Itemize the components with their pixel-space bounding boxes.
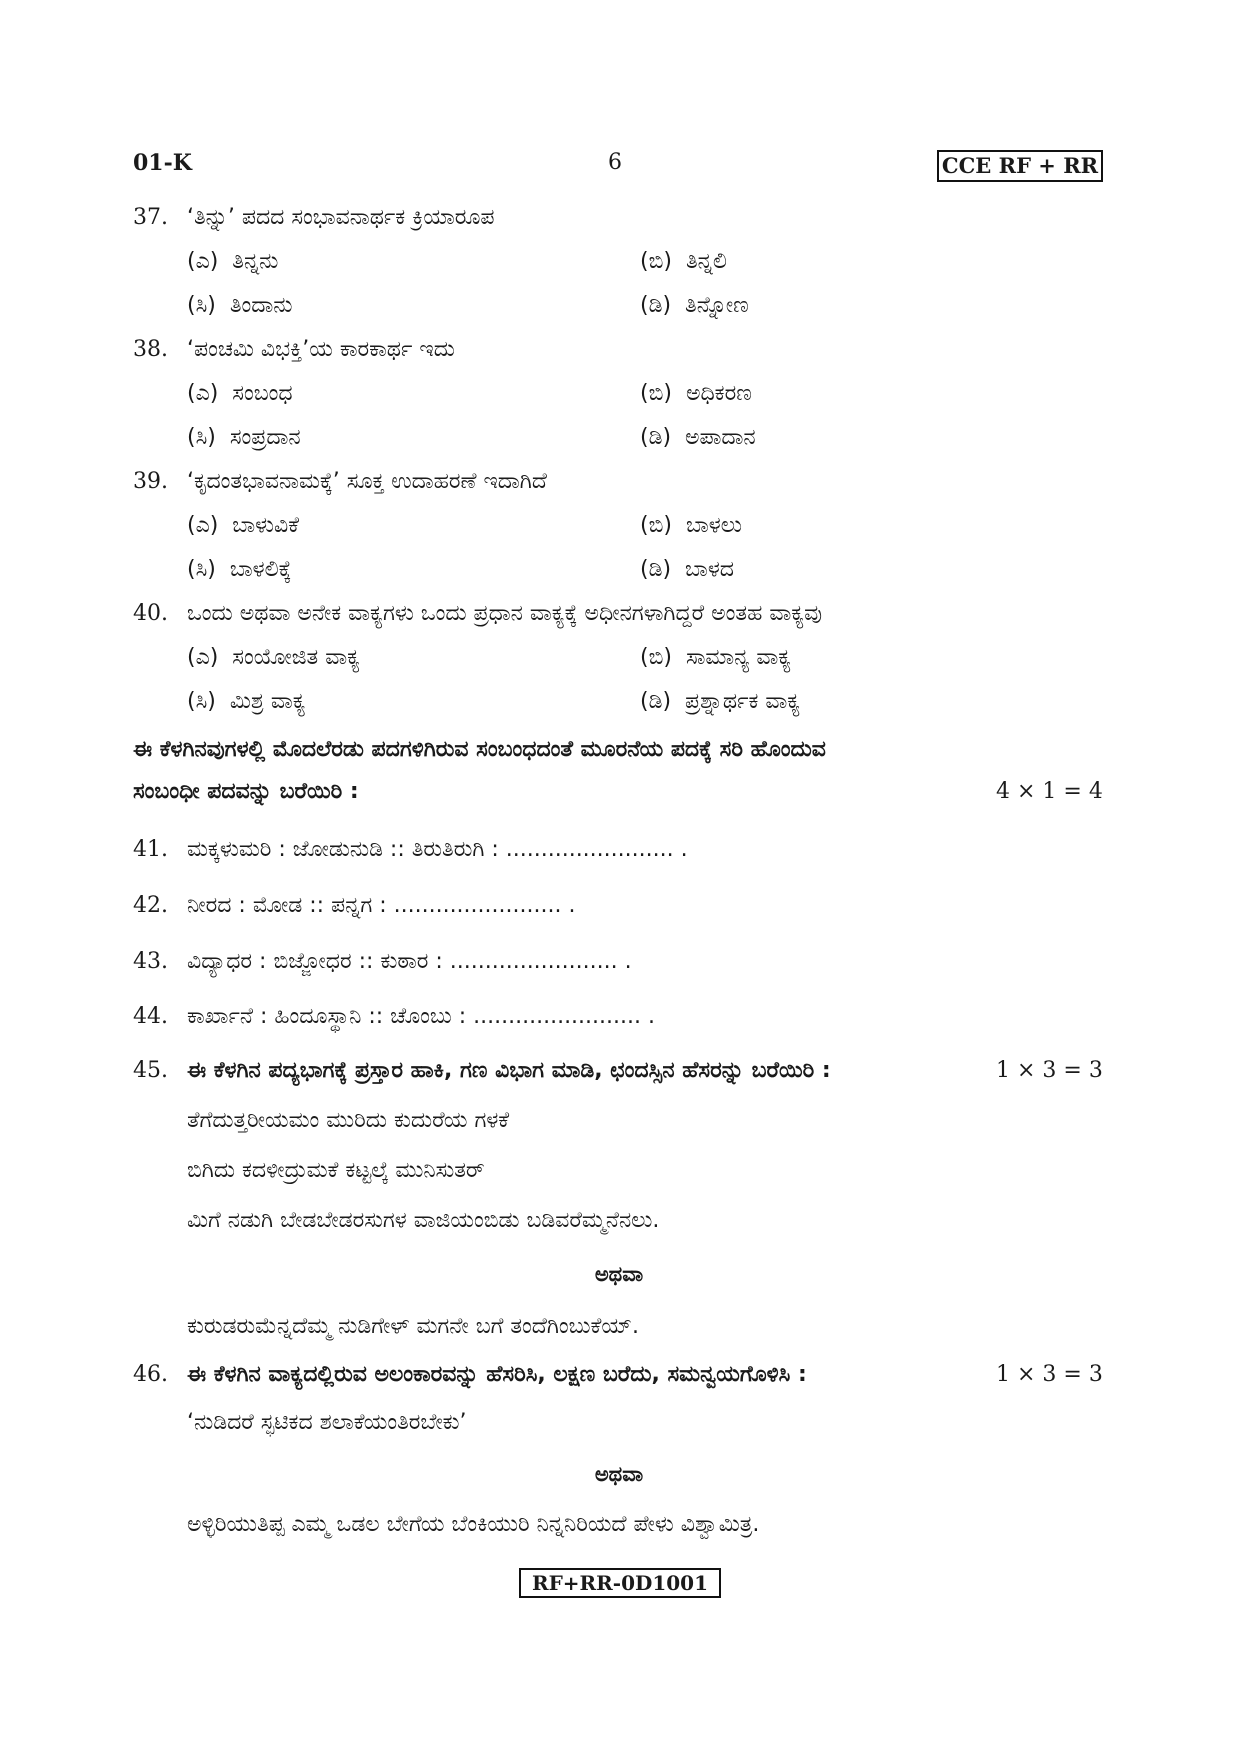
question-text: ಈ ಕೆಳಗಿನ ವಾಕ್ಯದಲ್ಲಿರುವ ಅಲಂಕಾರವನ್ನು ಹೆಸರಿಸಿ, ಲಕ್ಷಣ ಬರೆದು, ಸಮನ್ವಯಗೊಳಿಸಿ : [187,1362,807,1387]
option-text: ತಿನ್ನಲಿ [685,249,727,274]
paper-code: 01-K [133,150,192,176]
option-c [187,425,301,450]
option-key: (ಬಿ) [640,249,672,274]
question-number: 45. [133,1058,168,1083]
analogy-text: ಮಕ್ಕಳುಮರಿ : ಜೋಡುನುಡಿ :: ತಿರುತಿರುಗಿ : ........................ . [187,837,688,862]
option-a [187,381,293,406]
option-key: (ಸಿ) [187,557,216,582]
question-number: 46. [133,1362,168,1387]
question-marks: 1 × 3 = 3 [996,1058,1103,1083]
analogy-text: ವಿದ್ಯಾಧರ : ಬಿಜ್ಜೋಧರ :: ಕುಠಾರ : ........................ . [187,949,632,974]
option-text: ಪ್ರಶ್ನಾರ್ಥಕ ವಾಕ್ಯ [685,689,801,714]
option-key: (ಬಿ) [640,381,672,406]
option-b [640,381,752,406]
question-number: 39. [133,469,168,494]
option-key: (ಡಿ) [640,425,672,450]
option-text: ಸಂಪ್ರದಾನ [229,425,301,450]
option-b [640,645,791,670]
option-key: (ಎ) [187,381,219,406]
option-c [187,293,292,318]
option-text: ಅಪಾದಾನ [685,425,756,450]
question-number: 44. [133,1004,168,1029]
alternate-verse: ಕುರುಡರುಮೆನ್ನದೆಮ್ಮ ನುಡಿಗೇಳ್ ಮಗನೇ ಬಗೆ ತಂದೆಗಿಂಬುಕೆಯ್. [187,1314,640,1339]
option-key: (ಎ) [187,645,219,670]
option-key: (ಸಿ) [187,689,216,714]
option-text: ಸಂಬಂಧ [232,381,293,406]
option-d [640,425,756,450]
option-a [187,249,278,274]
option-text: ಮಿಶ್ರ ವಾಕ್ಯ [229,689,306,714]
question-sentence: ‘ನುಡಿದರೆ ಸ್ಫಟಿಕದ ಶಲಾಕೆಯಂತಿರಬೇಕು’ [187,1410,467,1435]
question-number: 42. [133,893,168,918]
option-text: ಸಂಯೋಜಿತ ವಾಕ್ಯ [232,645,361,670]
page-number: 6 [608,150,622,175]
question-number: 37. [133,205,168,230]
option-key: (ಡಿ) [640,293,672,318]
option-text: ಅಧಿಕರಣ [685,381,752,406]
option-d [640,689,800,714]
section-marks: 4 × 1 = 4 [996,779,1103,804]
option-text: ತಿನ್ನನು [232,249,279,274]
option-key: (ಬಿ) [640,645,672,670]
or-label: ಅಥವಾ [594,1262,644,1286]
analogy-text: ಕಾರ್ಖಾನೆ : ಹಿಂದೂಸ್ಥಾನಿ :: ಚೊಂಬು : ........................ . [187,1004,655,1029]
option-d [640,557,734,582]
option-a [187,513,299,538]
option-key: (ಸಿ) [187,425,216,450]
footer-code-box: RF+RR-0D1001 [519,1568,721,1598]
option-b [640,249,727,274]
option-key: (ಎ) [187,249,219,274]
verse-line: ಬಿಗಿದು ಕದಳೀದ್ರುಮಕೆ ಕಟ್ಟಲ್ಕೆ ಮುನಿಸುತರ್ [187,1158,485,1183]
option-key: (ಸಿ) [187,293,216,318]
question-text: ಈ ಕೆಳಗಿನ ಪದ್ಯಭಾಗಕ್ಕೆ ಪ್ರಸ್ತಾರ ಹಾಕಿ, ಗಣ ವಿಭಾಗ ಮಾಡಿ, ಛಂದಸ್ಸಿನ ಹೆಸರನ್ನು ಬರೆಯಿರಿ : [187,1058,831,1083]
option-a [187,645,360,670]
section-instruction-line1: ಈ ಕೆಳಗಿನವುಗಳಲ್ಲಿ ಮೊದಲೆರಡು ಪದಗಳಿಗಿರುವ ಸಂಬಂಧದಂತೆ ಮೂರನೆಯ ಪದಕ್ಕೆ ಸರಿ ಹೊಂದುವ [133,737,826,762]
option-d [640,293,749,318]
question-marks: 1 × 3 = 3 [996,1362,1103,1387]
option-b [640,513,742,538]
question-number: 40. [133,601,168,626]
question-number: 38. [133,337,168,362]
option-key: (ಎ) [187,513,219,538]
option-text: ಬಾಳುವಿಕೆ [232,513,300,538]
option-text: ಬಾಳಲಿಕ್ಕೆ [229,557,292,582]
option-text: ಸಾಮಾನ್ಯ ವಾಕ್ಯ [685,645,792,670]
verse-line: ತೆಗೆದುತ್ತರೀಯಮಂ ಮುರಿದು ಕುದುರೆಯ ಗಳಕೆ [187,1108,510,1133]
question-number: 41. [133,837,168,862]
option-key: (ಡಿ) [640,557,672,582]
option-text: ತಿನ್ನೋಣ [685,293,749,318]
question-text: ಒಂದು ಅಥವಾ ಅನೇಕ ವಾಕ್ಯಗಳು ಒಂದು ಪ್ರಧಾನ ವಾಕ್ಯಕ್ಕೆ ಅಧೀನಗಳಾಗಿದ್ದರೆ ಅಂತಹ ವಾಕ್ಯವು [187,601,823,626]
option-c [187,557,291,582]
question-text: ‘ಕೃದಂತಭಾವನಾಮಕ್ಕೆ’ ಸೂಕ್ತ ಉದಾಹರಣೆ ಇದಾಗಿದೆ [187,469,547,494]
analogy-text: ನೀರದ : ಮೋಡ :: ಪನ್ನಗ : ........................ . [187,893,576,918]
series-box: CCE RF + RR [937,150,1103,182]
or-label: ಅಥವಾ [594,1462,644,1486]
option-text: ಬಾಳಲು [685,513,742,538]
option-text: ಬಾಳದ [685,557,734,582]
section-instruction-line2: ಸಂಬಂಧೀ ಪದವನ್ನು ಬರೆಯಿರಿ : [133,779,359,804]
question-text: ‘ತಿನ್ನು’ ಪದದ ಸಂಭಾವನಾರ್ಥಕ ಕ್ರಿಯಾರೂಪ [187,205,495,230]
question-number: 43. [133,949,168,974]
option-key: (ಬಿ) [640,513,672,538]
verse-line: ಮಿಗೆ ನಡುಗಿ ಬೇಡಬೇಡರಸುಗಳ ವಾಜಿಯಂಬಿಡು ಬಡಿವರೆಮ್ಮನೆನಲು. [187,1208,660,1233]
option-c [187,689,306,714]
question-text: ‘ಪಂಚಮಿ ವಿಭಕ್ತಿ’ಯ ಕಾರಕಾರ್ಥ ಇದು [187,337,455,362]
option-key: (ಡಿ) [640,689,672,714]
option-text: ತಿಂದಾನು [229,293,293,318]
alternate-sentence: ಅಳ್ಳಿರಿಯುತಿಪ್ಪ ಎಮ್ಮ ಒಡಲ ಬೇಗೆಯ ಬೆಂಕಿಯುರಿ ನಿನ್ನನಿರಿಯದೆ ಪೇಳು ವಿಶ್ವಾಮಿತ್ರ. [187,1512,760,1537]
